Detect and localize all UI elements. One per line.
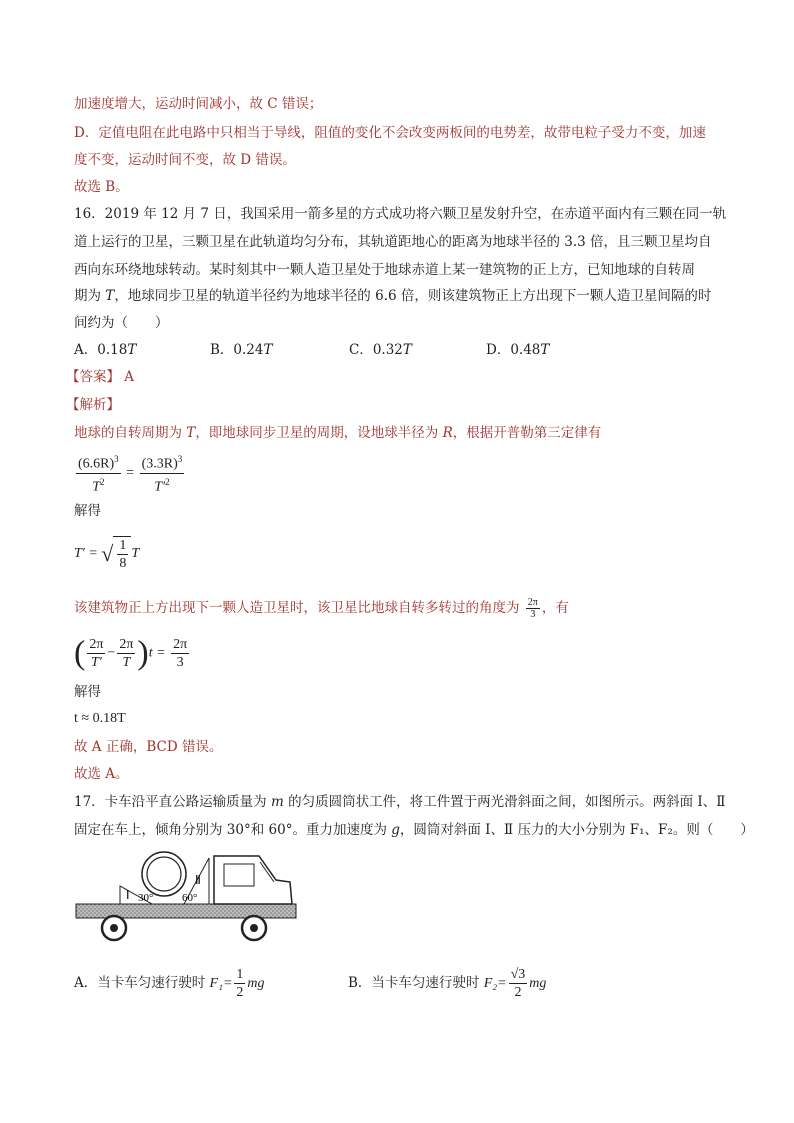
solve-label-1: 解得	[74, 503, 101, 519]
equation-kepler: $\frac{(6.6R)^3}{T^2}$ = $\frac{(3.3R)^3}{T'^2}$	[74, 451, 186, 495]
answer-line	[66, 368, 134, 386]
label-I: Ⅰ	[126, 888, 130, 902]
label-angle-60: 60°	[182, 892, 198, 904]
option-a: A．0.18T	[74, 342, 137, 358]
q16-line-3: 西向东环绕地球转动。某时刻其中一颗人造卫星处于地球赤道上某一建筑物的正上方，已知地球的自转周	[74, 262, 695, 278]
q16-line-4	[74, 287, 711, 305]
equation-result: t ≈ 0.18T	[74, 711, 126, 726]
explanation-1: 地球的自转周期为 T，即地球同步卫星的周期，设地球半径为 R，根据开普勒第三定律有	[74, 425, 602, 441]
explanation-2: 该建筑物正上方出现下一颗人造卫星时，该卫星比地球自转多转过的角度为 $\frac{2\pi}{3}$ ，有	[74, 597, 569, 620]
prev-line-2: D．定值电阻在此电路中只相当于导线，阻值的变化不会改变两板间的电势差，故带电粒子受力不变，加速	[74, 125, 706, 141]
label-II: Ⅱ	[195, 873, 201, 887]
choice: 故选 A。	[74, 766, 129, 782]
truck-figure	[74, 844, 302, 944]
q16-line-5: 间约为（ ）	[74, 315, 169, 331]
prev-line-3: 度不变，运动时间不变，故 D 错误。	[74, 152, 296, 168]
q16-line-4-a: 期为	[74, 288, 106, 304]
prev-line-1: 加速度增大，运动时间减小，故 C 错误；	[74, 96, 323, 112]
q17-option-a: A．当卡车匀速行驶时 F₁= $\frac{1}{2}$ mg	[74, 967, 265, 1000]
q16-line-2: 道上运行的卫星，三颗卫星在此轨道均匀分布，其轨道距地心的距离为地球半径的 3.3 倍，且三颗卫星均自	[74, 234, 712, 250]
prev-line-4: 故选 B。	[74, 179, 129, 195]
equation-angle: ( $\frac{2\pi}{T'}$ − $\frac{2\pi}{T}$ )t = $\frac{2\pi}{3}$	[74, 634, 188, 672]
option-d: D．0.48T	[486, 342, 550, 358]
answer-tag: 【答案】	[66, 369, 120, 385]
q16-var-T: T	[105, 288, 115, 304]
truck-window	[224, 864, 254, 886]
q16-line-4-b: ，地球同步卫星的轨道半径约为地球半径的 6.6 倍，则该建筑物正上方出现下一颗人造卫星间隔的时	[114, 288, 712, 304]
option-b: B．0.24T	[210, 342, 273, 358]
solve-label-2: 解得	[74, 684, 101, 700]
equation-period: T′ = √ $\frac{1}{8}$ T	[74, 538, 140, 571]
conclusion: 故 A 正确，BCD 错误。	[74, 739, 223, 755]
cylinder-inner	[147, 857, 181, 891]
q17-line-1: 17．卡车沿平直公路运输质量为 m 的匀质圆筒状工件，将工件置于两光滑斜面之间，如图所示。两斜面 Ⅰ、Ⅱ	[74, 794, 726, 810]
option-c: C．0.32T	[349, 342, 412, 358]
label-angle-30: 30°	[138, 892, 154, 904]
answer-value: A	[124, 369, 135, 385]
q16-line-1: 16．2019 年 12 月 7 日，我国采用一箭多星的方式成功将六颗卫星发射升空，在赤道平面内有三颗在同一轨	[74, 206, 727, 222]
q17-line-2: 固定在车上，倾角分别为 30°和 60°。重力加速度为 g，圆筒对斜面 Ⅰ、Ⅱ 压力的大小分别为 F₁、F₂。则（ ）	[74, 822, 754, 838]
analysis-tag: 【解析】	[66, 397, 120, 413]
q17-option-b: B．当卡车匀速行驶时 F₂= $\frac{√3}{2}$ mg	[348, 967, 547, 1000]
